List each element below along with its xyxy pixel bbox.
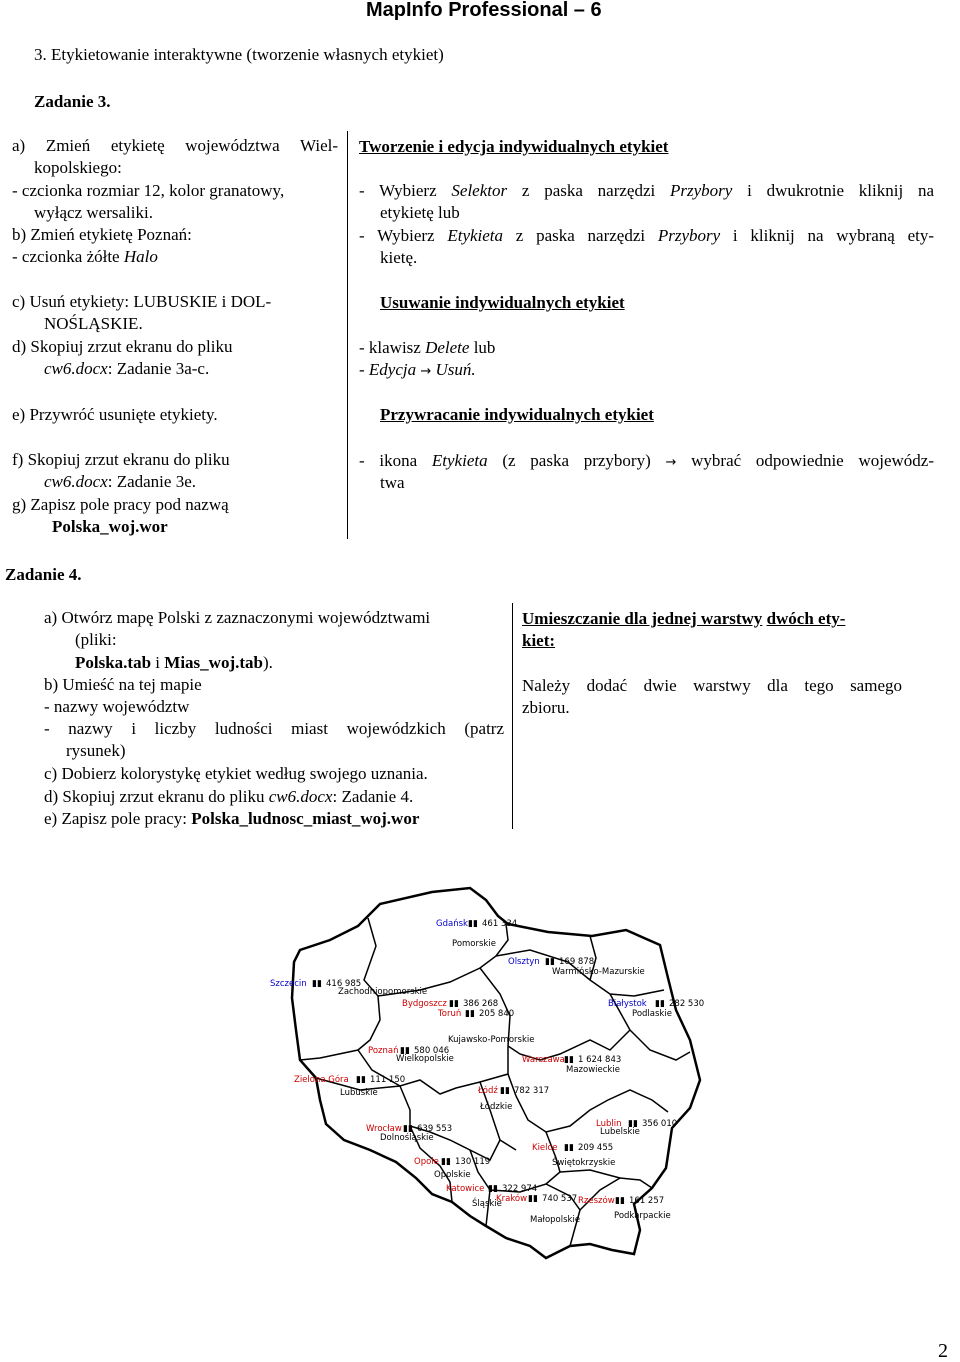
map-region-label: Warmińsko-Mazurskie: [552, 967, 645, 977]
map-region-label: Mazowieckie: [566, 1065, 620, 1075]
help3-select-step: - Wybierz Selektor z paska narzędzi Przybory i dwukrotnie kliknij na: [359, 181, 935, 200]
people-icon: ▮▮: [564, 1143, 574, 1153]
map-city-name: Lublin: [596, 1119, 622, 1129]
task3-item-c: c) Usuń etykiety: LUBUSKIE i DOL-: [12, 292, 272, 311]
task4-item-e: e) Zapisz pole pracy: Polska_ludnosc_miast_woj.wor: [44, 809, 420, 828]
map-region-label: Łódzkie: [480, 1102, 513, 1112]
map-region-label: Kujawsko-Pomorskie: [448, 1035, 535, 1045]
task4-item-b: b) Umieść na tej mapie: [44, 675, 202, 694]
map-city-name: Gdańsk: [436, 919, 468, 929]
help3-heading-delete: Usuwanie indywidualnych etykiet: [380, 293, 625, 312]
map-city-name: Bydgoszcz: [402, 999, 447, 1009]
map-city-name: Rzeszów: [578, 1196, 615, 1206]
help4-note: Należy dodać dwie warstwy dla tego samego: [522, 676, 902, 695]
map-city-population: 356 010: [642, 1119, 678, 1129]
map-city-name: Białystok: [608, 999, 647, 1009]
map-city-label: [366, 1124, 452, 1134]
help3-restore-step-cont: twa: [380, 473, 405, 492]
task4-item-b-cities-cont: rysunek): [66, 741, 126, 760]
map-region-label: Świętokrzyskie: [552, 1158, 616, 1168]
task4-title: Zadanie 4.: [5, 565, 82, 584]
help3-label-step: - Wybierz Etykieta z paska narzędzi Przybory i kliknij na wybraną ety-: [359, 226, 934, 245]
people-icon: ▮▮: [655, 999, 665, 1009]
task4-item-a: a) Otwórz mapę Polski z zaznaczonymi województwami: [44, 608, 431, 627]
task3-item-d-file: cw6.docx: Zadanie 3a-c.: [44, 359, 210, 378]
map-city-label: [532, 1143, 613, 1153]
map-city-label: [608, 999, 704, 1009]
people-icon: ▮▮: [528, 1194, 538, 1204]
map-city-population: 461 334: [482, 919, 518, 929]
task3-item-g-file: Polska_woj.wor: [52, 517, 168, 536]
map-city-name: Szczecin: [270, 979, 307, 989]
map-region-label: Lubelskie: [600, 1127, 640, 1137]
map-city-label: [596, 1119, 677, 1129]
map-city-population: 111 150: [370, 1075, 406, 1085]
people-icon: ▮▮: [488, 1184, 498, 1194]
help3-heading-restore: Przywracanie indywidualnych etykiet: [380, 405, 654, 424]
task4-item-c: c) Dobierz kolorystykę etykiet według swojego uznania.: [44, 764, 428, 783]
map-city-label: [496, 1193, 577, 1204]
task3-item-g: g) Zapisz pole pracy pod nazwą: [12, 495, 229, 514]
map-region-label: Śląskie: [472, 1199, 502, 1209]
task3-item-f-file: cw6.docx: Zadanie 3e.: [44, 472, 196, 491]
people-icon: ▮▮: [400, 1046, 410, 1056]
people-icon: ▮▮: [356, 1075, 366, 1085]
map-city-population: 169 878: [559, 957, 595, 967]
map-city-name: Wrocław: [366, 1124, 402, 1134]
arrow-right-icon: →: [420, 364, 432, 379]
help4-heading: Umieszczanie dla jednej warstwy dwóch ety-: [522, 609, 846, 628]
help3-label-step-cont: kietę.: [380, 248, 418, 267]
task3-item-b: b) Zmień etykietę Poznań:: [12, 225, 192, 244]
map-city-name: Toruń: [438, 1009, 462, 1019]
help3-restore-step: - ikona Etykieta (z paska przybory) → wybrać odpowiednie wojewódz-: [359, 451, 934, 470]
task3-item-f: f) Skopiuj zrzut ekranu do pliku: [12, 450, 230, 469]
map-city-population: 205 840: [479, 1009, 515, 1019]
help4-note-cont: zbioru.: [522, 698, 570, 717]
people-icon: ▮▮: [615, 1196, 625, 1206]
task4-item-a-files: Polska.tab i Mias_woj.tab).: [75, 653, 273, 672]
people-icon: ▮▮: [403, 1124, 413, 1134]
map-city-label: [508, 957, 594, 967]
map-region-label: Pomorskie: [452, 939, 496, 949]
task3-item-d: d) Skopiuj zrzut ekranu do pliku: [12, 337, 233, 356]
map-city-population: 161 257: [629, 1196, 665, 1206]
people-icon: ▮▮: [449, 999, 459, 1009]
map-region-label: Wielkopolskie: [396, 1054, 454, 1064]
map-city-population: 416 985: [326, 979, 362, 989]
map-city-label: [270, 979, 361, 989]
map-city-name: Kielce: [532, 1143, 558, 1153]
map-region-label: Zachodniopomorskie: [338, 987, 428, 997]
task4-item-b-regions: - nazwy województw: [44, 697, 190, 716]
task4-item-a-files-label: (pliki:: [75, 630, 117, 649]
map-city-population: 1 624 843: [578, 1055, 622, 1065]
people-icon: ▮▮: [468, 919, 478, 929]
map-city-label: [446, 1184, 537, 1194]
map-city-population: 639 553: [417, 1124, 453, 1134]
map-city-population: 386 268: [463, 999, 499, 1009]
map-city-population: 580 046: [414, 1046, 450, 1056]
task4-item-b-cities: - nazwy i liczby ludności miast wojewódzkich (patrz: [44, 719, 504, 738]
map-city-name: Warszawa: [522, 1055, 565, 1065]
page-header-title: MapInfo Professional – 6: [366, 0, 602, 21]
map-region-label: Małopolskie: [530, 1215, 581, 1225]
help3-delete-menu: - Edycja → Usuń.: [359, 360, 476, 379]
section-heading: 3. Etykietowanie interaktywne (tworzenie własnych etykiet): [34, 45, 444, 64]
task3-title: Zadanie 3.: [34, 92, 111, 111]
map-city-population: 740 537: [542, 1194, 578, 1204]
task3-item-a-caps: wyłącz wersaliki.: [34, 203, 153, 222]
people-icon: ▮▮: [564, 1055, 574, 1065]
task4-item-d: d) Skopiuj zrzut ekranu do pliku cw6.docx: Zadanie 4.: [44, 787, 414, 806]
people-icon: ▮▮: [628, 1119, 638, 1129]
arrow-right-icon: →: [665, 455, 677, 470]
map-city-label: [436, 919, 517, 929]
map-city-label: [578, 1195, 664, 1206]
task3-item-a-font: - czcionka rozmiar 12, kolor granatowy,: [12, 181, 285, 200]
map-region-label: Opolskie: [434, 1170, 471, 1180]
map-city-population: 130 119: [455, 1157, 491, 1167]
map-city-population: 282 530: [669, 999, 705, 1009]
map-city-label: [477, 1085, 549, 1096]
people-icon: ▮▮: [465, 1009, 475, 1019]
map-city-name: Poznań: [368, 1046, 399, 1056]
task3-item-a-cont: kopolskiego:: [34, 158, 122, 177]
map-city-population: 782 317: [514, 1086, 550, 1096]
map-city-label: [368, 1046, 449, 1056]
people-icon: ▮▮: [545, 957, 555, 967]
task3-item-a: a) Zmień etykietę województwa Wiel-: [12, 136, 338, 155]
map-city-name: Kraków: [496, 1194, 528, 1204]
map-city-name: Zielona Góra: [294, 1075, 349, 1085]
people-icon: ▮▮: [441, 1157, 451, 1167]
help3-delete-key: - klawisz Delete lub: [359, 338, 496, 357]
help3-heading-create: Tworzenie i edycja indywidualnych etykiet: [359, 137, 669, 156]
map-region-label: Podkarpackie: [614, 1211, 671, 1221]
task3-item-b-font: - czcionka żółte Halo: [12, 247, 158, 266]
map-city-name: Katowice: [446, 1184, 485, 1194]
map-city-name: Łódź: [478, 1086, 498, 1096]
people-icon: ▮▮: [312, 979, 322, 989]
map-region-label: Podlaskie: [632, 1009, 672, 1019]
map-city-label: [402, 999, 498, 1009]
people-icon: ▮▮: [500, 1086, 510, 1096]
help4-heading-cont: kiet:: [522, 631, 556, 650]
task3-item-c-cont: NOŚLĄSKIE.: [44, 314, 143, 333]
page-number: 2: [938, 1340, 948, 1362]
map-city-name: Opole: [414, 1157, 439, 1167]
task3-item-e: e) Przywróć usunięte etykiety.: [12, 405, 218, 424]
map-city-population: 209 455: [578, 1143, 614, 1153]
map-city-name: Olsztyn: [508, 957, 540, 967]
map-region-label: Lubuskie: [340, 1088, 378, 1098]
map-city-population: 322 974: [502, 1184, 538, 1194]
map-region-label: Dolnośląskie: [380, 1133, 434, 1143]
map-city-label: [522, 1055, 621, 1065]
help3-select-step-cont: etykietę lub: [380, 203, 460, 222]
